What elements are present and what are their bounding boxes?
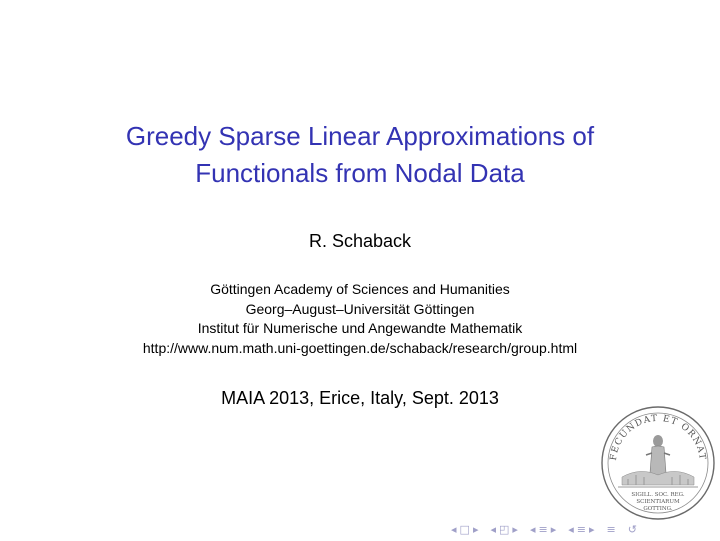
conference-info: MAIA 2013, Erice, Italy, Sept. 2013 [221, 388, 499, 408]
nav-slide-icon[interactable]: ≡ [576, 523, 586, 536]
title-line-1: Greedy Sparse Linear Approximations of [125, 121, 595, 151]
nav-section-prev-icon[interactable]: ◂ [490, 523, 496, 536]
nav-align-icon[interactable]: ≡ [606, 523, 616, 536]
nav-first-icon[interactable]: ◂ [451, 523, 457, 536]
nav-section-next-icon[interactable]: ▸ [512, 523, 518, 536]
svg-text:SIGILL. SOC. REG.: SIGILL. SOC. REG. [631, 492, 685, 498]
affiliation-url: http://www.num.math.uni-goettingen.de/schaback/research/group.html [142, 339, 578, 356]
nav-search-icon[interactable]: ↺ [627, 523, 637, 536]
nav-subsection-icon[interactable]: ≡ [538, 523, 548, 536]
nav-subsection-next-icon[interactable]: ▸ [550, 523, 557, 536]
affiliation-institute: Institut für Numerische und Angewandte Mathematik [197, 320, 523, 336]
nav-slide-next-icon[interactable]: ▸ [588, 523, 595, 536]
title-line-2: Functionals from Nodal Data [195, 158, 525, 188]
university-seal-logo [600, 405, 716, 521]
svg-text:FECUNDAT ET ORNAT: FECUNDAT ET ORNAT [608, 413, 708, 462]
nav-subsection-prev-icon[interactable]: ◂ [529, 523, 536, 536]
affiliation-block [0, 280, 720, 358]
beamer-navigation-bar [450, 522, 638, 538]
slide-title [0, 118, 720, 192]
nav-slide-prev-icon[interactable]: ◂ [568, 523, 574, 536]
nav-section-icon[interactable]: ◰ [499, 523, 510, 536]
nav-frame-next-icon[interactable]: ▸ [472, 523, 479, 536]
author-name: R. Schaback [308, 231, 412, 251]
affiliation-university: Georg–August–Universität Göttingen [245, 300, 475, 317]
affiliation-academy: Göttingen Academy of Sciences and Humanities [210, 281, 510, 297]
svg-text:SCIENTIARUM: SCIENTIARUM [636, 499, 680, 505]
nav-frame-icon[interactable]: □ [459, 523, 470, 536]
svg-text:GOTTING.: GOTTING. [643, 506, 673, 512]
